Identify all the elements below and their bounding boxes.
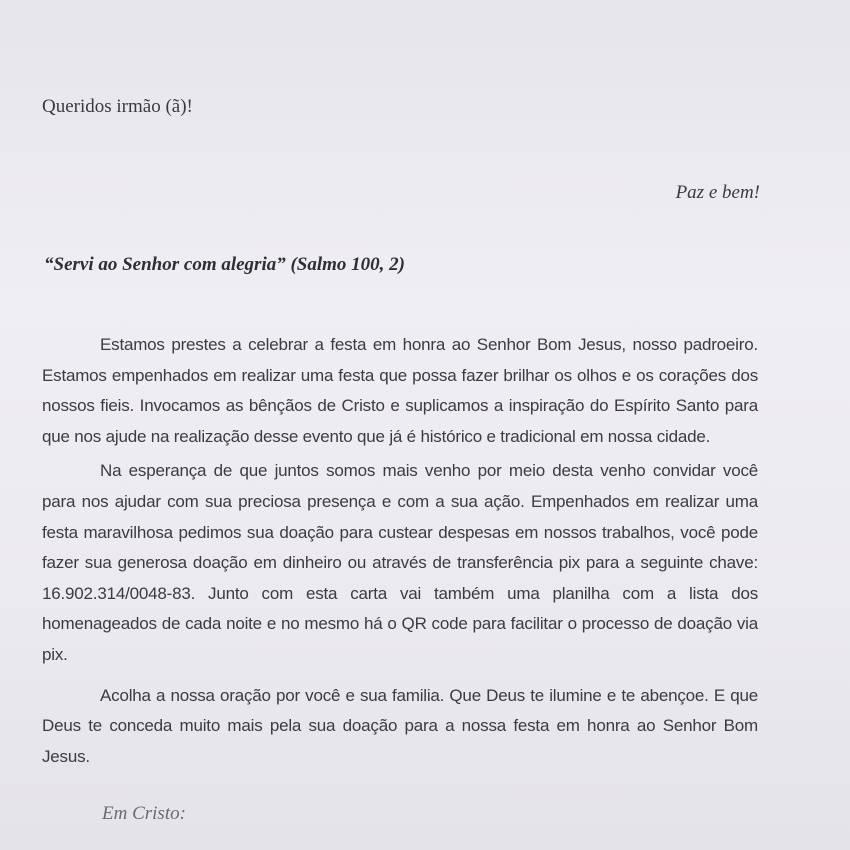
paragraph-2: Na esperança de que juntos somos mais venho por meio desta venho convidar você para nos ajudar com sua preciosa presença e com a sua ação. Empenhados em realizar uma festa maravilhosa pedimos sua doação para custear despesas em nossos trabalhos, você pode fazer sua generosa doação em dinheiro ou através de transferência pix para a seguinte chave: 16.902.314/0048-83. Junto com esta carta vai também uma planilha com a lista dos homenageados de cada noite e no mesmo há o QR code para facilitar o processo de doação via pix. (42, 461, 758, 664)
paragraph-3: Acolha a nossa oração por você e sua familia. Que Deus te ilumine e te abençoe. E que Deus te conceda muito mais pela sua doação para a nossa festa em honra ao Senhor Bom Jesus. (42, 685, 758, 766)
letter-closing: Em Cristo: (102, 803, 186, 824)
letter-body (42, 330, 758, 772)
letter-greeting: Queridos irmão (ã)! (42, 96, 193, 117)
paragraph-1: Estamos prestes a celebrar a festa em honra ao Senhor Bom Jesus, nosso padroeiro. Estamos empenhados em realizar uma festa que possa fazer brilhar os olhos e os corações dos nossos fieis. Invocamos as bênçãos de Cristo e suplicamos a inspiração do Espírito Santo para que nos ajude na realização desse evento que já é histórico e tradicional em nossa cidade. (42, 335, 758, 446)
letter-salutation: Paz e bem! (675, 182, 760, 203)
bible-quote: “Servi ao Senhor com alegria” (Salmo 100, 2) (44, 254, 406, 275)
